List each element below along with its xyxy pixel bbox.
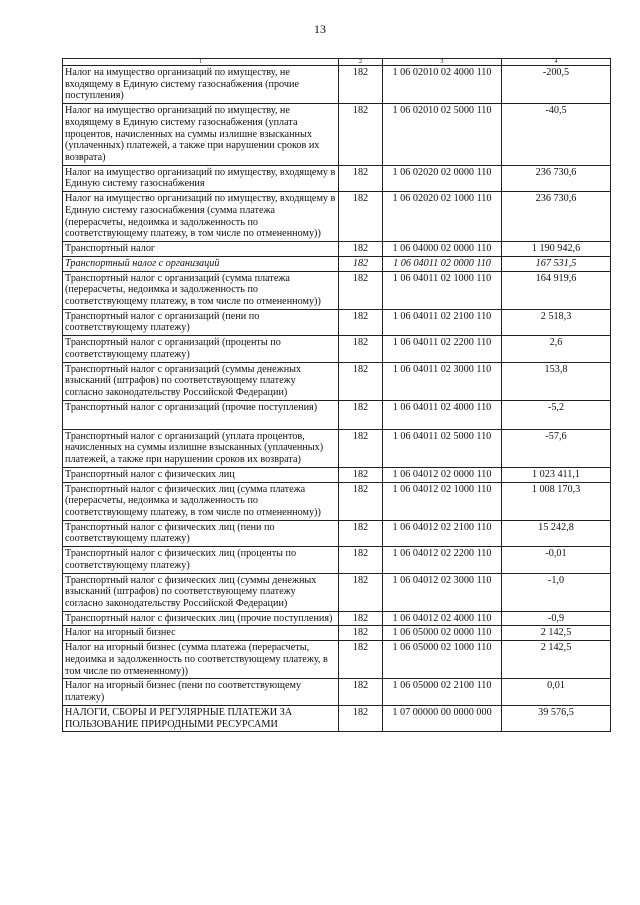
table-row <box>63 705 611 731</box>
table-row <box>63 400 611 429</box>
admin-code-cell: 182 <box>339 679 383 705</box>
amount-cell: 2,6 <box>502 336 611 362</box>
budget-code-cell: 1 06 04012 02 2100 110 <box>383 520 502 546</box>
budget-code-cell: 1 06 04000 02 0000 110 <box>383 242 502 257</box>
admin-code-cell: 182 <box>339 400 383 429</box>
page-number: 13 <box>314 22 326 36</box>
admin-code-cell: 182 <box>339 192 383 242</box>
income-name-cell: Транспортный налог с организаций <box>63 256 339 271</box>
column-header-3: 3 <box>383 59 502 66</box>
table-row <box>63 626 611 641</box>
admin-code-cell: 182 <box>339 66 383 104</box>
income-name-cell: Транспортный налог с физических лиц (пени по соответствующему платежу) <box>63 520 339 546</box>
amount-cell: -5,2 <box>502 400 611 429</box>
table-body <box>63 66 611 732</box>
budget-code-cell: 1 06 02010 02 4000 110 <box>383 66 502 104</box>
table-row <box>63 256 611 271</box>
admin-code-cell: 182 <box>339 547 383 573</box>
budget-code-cell: 1 06 04012 02 1000 110 <box>383 482 502 520</box>
amount-cell: 2 142,5 <box>502 626 611 641</box>
admin-code-cell: 182 <box>339 104 383 166</box>
income-name-cell: Налог на имущество организаций по имуществу, не входящему в Единую систему газоснабжения (уплата процентов, начисленных на суммы излишне взысканных (уплаченных) платежей, а также при нарушении сроков их возврата) <box>63 104 339 166</box>
budget-code-cell: 1 06 04012 02 2200 110 <box>383 547 502 573</box>
budget-code-cell: 1 06 04011 02 1000 110 <box>383 271 502 309</box>
income-name-cell: Транспортный налог с организаций (суммы денежных взысканий (штрафов) по соответствующему платежу согласно законодательству Российской Федерации) <box>63 362 339 400</box>
amount-cell: 167 531,5 <box>502 256 611 271</box>
amount-cell: 1 008 170,3 <box>502 482 611 520</box>
admin-code-cell: 182 <box>339 482 383 520</box>
admin-code-cell: 182 <box>339 626 383 641</box>
income-name-cell: Транспортный налог с организаций (проценты по соответствующему платежу) <box>63 336 339 362</box>
income-name-cell: Транспортный налог с физических лиц (проценты по соответствующему платежу) <box>63 547 339 573</box>
amount-cell: 15 242,8 <box>502 520 611 546</box>
table-row <box>63 482 611 520</box>
column-number-row <box>63 59 611 66</box>
amount-cell: 0,01 <box>502 679 611 705</box>
table-row <box>63 429 611 467</box>
admin-code-cell: 182 <box>339 271 383 309</box>
admin-code-cell: 182 <box>339 256 383 271</box>
budget-revenue-table <box>62 58 611 732</box>
amount-cell: 39 576,5 <box>502 705 611 731</box>
income-name-cell: Налог на имущество организаций по имуществу, входящему в Единую систему газоснабжения <box>63 165 339 191</box>
admin-code-cell: 182 <box>339 573 383 611</box>
income-name-cell: Налог на игорный бизнес <box>63 626 339 641</box>
table-row <box>63 336 611 362</box>
budget-code-cell: 1 06 02020 02 0000 110 <box>383 165 502 191</box>
budget-code-cell: 1 06 04011 02 3000 110 <box>383 362 502 400</box>
income-name-cell: Транспортный налог с организаций (прочие поступления) <box>63 400 339 429</box>
amount-cell: 1 190 942,6 <box>502 242 611 257</box>
table-row <box>63 165 611 191</box>
income-name-cell: НАЛОГИ, СБОРЫ И РЕГУЛЯРНЫЕ ПЛАТЕЖИ ЗА ПОЛЬЗОВАНИЕ ПРИРОДНЫМИ РЕСУРСАМИ <box>63 705 339 731</box>
income-name-cell: Транспортный налог с физических лиц (суммы денежных взысканий (штрафов) по соответствующему платежу согласно законодательству Российской Федерации) <box>63 573 339 611</box>
income-name-cell: Транспортный налог с физических лиц <box>63 467 339 482</box>
column-header-1: 1 <box>63 59 339 66</box>
column-header-2: 2 <box>339 59 383 66</box>
table-row <box>63 611 611 626</box>
amount-cell: -57,6 <box>502 429 611 467</box>
budget-code-cell: 1 06 04011 02 2100 110 <box>383 309 502 335</box>
table-row <box>63 679 611 705</box>
amount-cell: 2 142,5 <box>502 641 611 679</box>
table-row <box>63 271 611 309</box>
income-name-cell: Транспортный налог с физических лиц (прочие поступления) <box>63 611 339 626</box>
income-name-cell: Налог на игорный бизнес (пени по соответствующему платежу) <box>63 679 339 705</box>
income-name-cell: Транспортный налог с организаций (пени по соответствующему платежу) <box>63 309 339 335</box>
table-row <box>63 467 611 482</box>
table-row <box>63 242 611 257</box>
admin-code-cell: 182 <box>339 309 383 335</box>
budget-code-cell: 1 06 04012 02 4000 110 <box>383 611 502 626</box>
table-row <box>63 66 611 104</box>
income-name-cell: Транспортный налог с организаций (сумма платежа (перерасчеты, недоимка и задолженность по соответствующему платежу, в том числе по отмененному)) <box>63 271 339 309</box>
admin-code-cell: 182 <box>339 429 383 467</box>
admin-code-cell: 182 <box>339 467 383 482</box>
table-row <box>63 520 611 546</box>
admin-code-cell: 182 <box>339 641 383 679</box>
table-row <box>63 547 611 573</box>
budget-code-cell: 1 06 02010 02 5000 110 <box>383 104 502 166</box>
amount-cell: 2 518,3 <box>502 309 611 335</box>
amount-cell: 236 730,6 <box>502 192 611 242</box>
amount-cell: 236 730,6 <box>502 165 611 191</box>
budget-code-cell: 1 07 00000 00 0000 000 <box>383 705 502 731</box>
amount-cell: -1,0 <box>502 573 611 611</box>
table-row <box>63 573 611 611</box>
amount-cell: -200,5 <box>502 66 611 104</box>
budget-code-cell: 1 06 05000 02 2100 110 <box>383 679 502 705</box>
column-header-4: 4 <box>502 59 611 66</box>
income-name-cell: Транспортный налог с организаций (уплата процентов, начисленных на суммы излишне взысканных (уплаченных) платежей, а также при нарушении сроков их возврата) <box>63 429 339 467</box>
budget-code-cell: 1 06 04012 02 0000 110 <box>383 467 502 482</box>
amount-cell: 164 919,6 <box>502 271 611 309</box>
admin-code-cell: 182 <box>339 165 383 191</box>
income-name-cell: Налог на имущество организаций по имуществу, входящему в Единую систему газоснабжения (сумма платежа (перерасчеты, недоимка и задолженность по соответствующему платежу, в том числе по отмененному)) <box>63 192 339 242</box>
amount-cell: 1 023 411,1 <box>502 467 611 482</box>
admin-code-cell: 182 <box>339 336 383 362</box>
table-row <box>63 192 611 242</box>
budget-code-cell: 1 06 05000 02 0000 110 <box>383 626 502 641</box>
income-name-cell: Налог на игорный бизнес (сумма платежа (перерасчеты, недоимка и задолженность по соответствующему платежу, в том числе по отмененному)) <box>63 641 339 679</box>
amount-cell: -0,01 <box>502 547 611 573</box>
budget-code-cell: 1 06 04011 02 5000 110 <box>383 429 502 467</box>
budget-code-cell: 1 06 02020 02 1000 110 <box>383 192 502 242</box>
admin-code-cell: 182 <box>339 611 383 626</box>
budget-code-cell: 1 06 04011 02 0000 110 <box>383 256 502 271</box>
amount-cell: -40,5 <box>502 104 611 166</box>
income-name-cell: Налог на имущество организаций по имуществу, не входящему в Единую систему газоснабжения (прочие поступления) <box>63 66 339 104</box>
admin-code-cell: 182 <box>339 362 383 400</box>
table-row <box>63 362 611 400</box>
table-row <box>63 641 611 679</box>
table-row <box>63 309 611 335</box>
admin-code-cell: 182 <box>339 705 383 731</box>
table-row <box>63 104 611 166</box>
admin-code-cell: 182 <box>339 520 383 546</box>
budget-code-cell: 1 06 05000 02 1000 110 <box>383 641 502 679</box>
budget-code-cell: 1 06 04011 02 2200 110 <box>383 336 502 362</box>
income-name-cell: Транспортный налог <box>63 242 339 257</box>
amount-cell: -0,9 <box>502 611 611 626</box>
budget-code-cell: 1 06 04011 02 4000 110 <box>383 400 502 429</box>
budget-code-cell: 1 06 04012 02 3000 110 <box>383 573 502 611</box>
income-name-cell: Транспортный налог с физических лиц (сумма платежа (перерасчеты, недоимка и задолженность по соответствующему платежу, в том числе по отмененному)) <box>63 482 339 520</box>
admin-code-cell: 182 <box>339 242 383 257</box>
amount-cell: 153,8 <box>502 362 611 400</box>
